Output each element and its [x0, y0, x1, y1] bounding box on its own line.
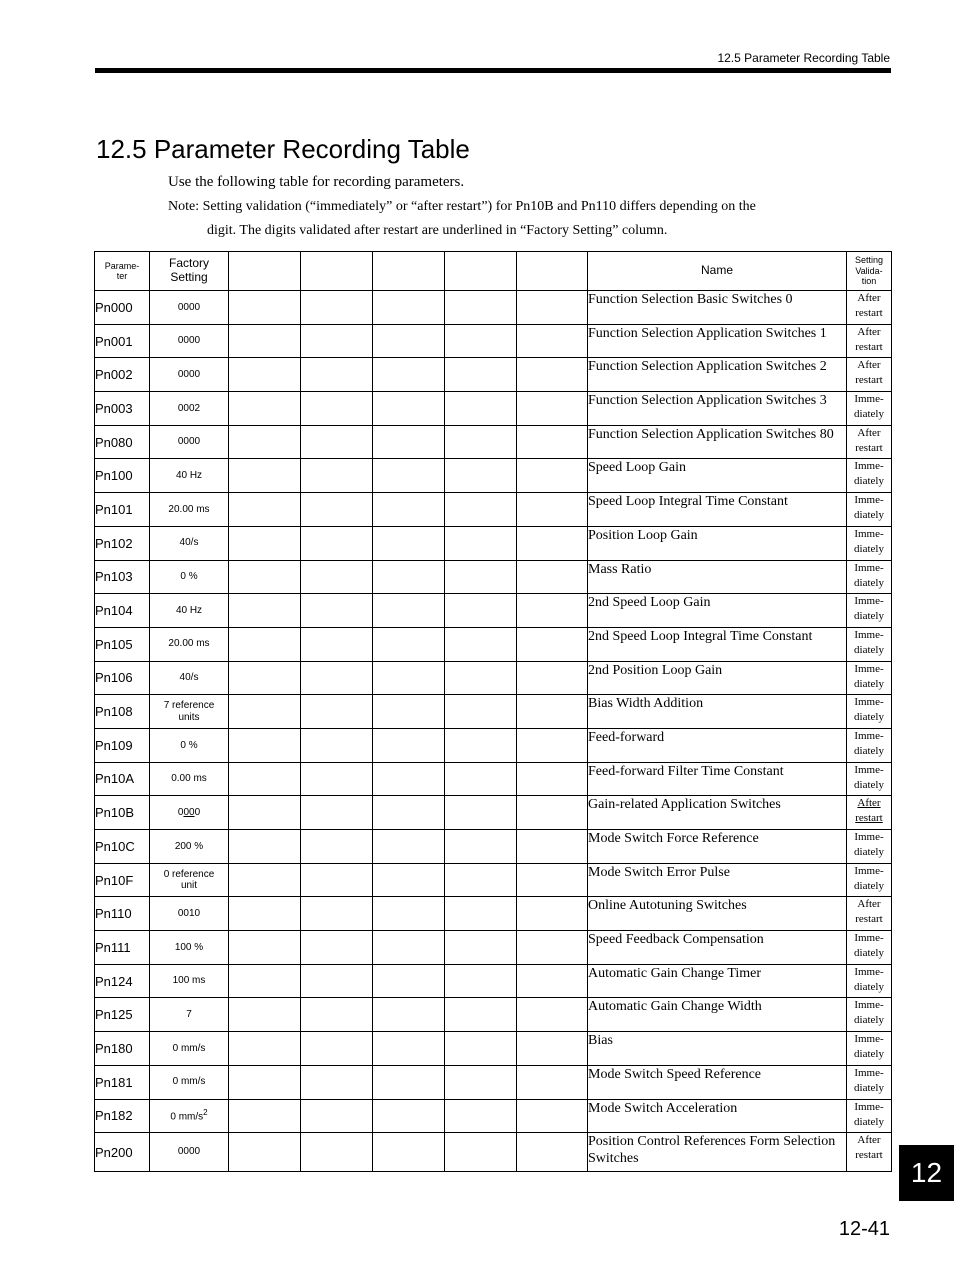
record-cell: [229, 830, 301, 864]
record-cell: [517, 459, 588, 493]
record-cell: [229, 728, 301, 762]
setting-validation-cell: Imme- diately: [847, 728, 892, 762]
record-cell: [373, 627, 445, 661]
factory-setting-cell: 0002: [150, 392, 229, 426]
header-rule: [95, 68, 891, 73]
setting-validation-cell: Imme- diately: [847, 459, 892, 493]
record-cell: [229, 863, 301, 897]
record-cell: [445, 358, 517, 392]
header-blank: [229, 252, 301, 291]
record-cell: [301, 358, 373, 392]
parameter-cell: Pn106: [95, 661, 150, 695]
parameter-cell: Pn003: [95, 392, 150, 426]
record-cell: [301, 1065, 373, 1099]
table-row: [95, 1032, 892, 1066]
factory-setting-cell: 40/s: [150, 661, 229, 695]
chapter-tab: 12: [899, 1145, 954, 1201]
table-row: [95, 291, 892, 325]
header-name: Name: [588, 252, 847, 291]
record-cell: [517, 695, 588, 729]
page-number: 12-41: [838, 1218, 890, 1240]
parameter-cell: Pn000: [95, 291, 150, 325]
parameter-name-cell: Online Autotuning Switches: [588, 897, 847, 931]
parameter-cell: Pn10F: [95, 863, 150, 897]
section-title: 12.5 Parameter Recording Table: [96, 134, 470, 164]
record-cell: [517, 830, 588, 864]
factory-setting-cell: 0000: [150, 796, 229, 830]
parameter-name-cell: Mode Switch Acceleration: [588, 1099, 847, 1133]
setting-validation-cell: Imme- diately: [847, 863, 892, 897]
record-cell: [229, 392, 301, 426]
record-cell: [373, 358, 445, 392]
setting-validation-cell: After restart: [847, 358, 892, 392]
parameter-cell: Pn109: [95, 728, 150, 762]
parameter-cell: Pn101: [95, 493, 150, 527]
parameter-name-cell: Function Selection Application Switches 1: [588, 324, 847, 358]
header-setting-validation: Setting Valida- tion: [847, 252, 892, 291]
record-cell: [445, 863, 517, 897]
parameter-cell: Pn108: [95, 695, 150, 729]
table-row: [95, 392, 892, 426]
parameter-cell: Pn182: [95, 1099, 150, 1133]
record-cell: [301, 627, 373, 661]
record-cell: [301, 695, 373, 729]
parameter-name-cell: Position Loop Gain: [588, 526, 847, 560]
factory-setting-cell: 0 mm/s: [150, 1032, 229, 1066]
parameter-name-cell: Mass Ratio: [588, 560, 847, 594]
setting-validation-cell: Imme- diately: [847, 998, 892, 1032]
record-cell: [445, 1032, 517, 1066]
record-cell: [445, 964, 517, 998]
parameter-name-cell: 2nd Speed Loop Gain: [588, 594, 847, 628]
record-cell: [301, 1032, 373, 1066]
record-cell: [445, 830, 517, 864]
record-cell: [517, 493, 588, 527]
parameter-cell: Pn10B: [95, 796, 150, 830]
record-cell: [445, 1065, 517, 1099]
record-cell: [229, 1065, 301, 1099]
table-body: [95, 291, 892, 1172]
table-row: [95, 560, 892, 594]
record-cell: [229, 1032, 301, 1066]
setting-validation-cell: After restart: [847, 291, 892, 325]
parameter-name-cell: Speed Loop Integral Time Constant: [588, 493, 847, 527]
record-cell: [229, 358, 301, 392]
record-cell: [517, 425, 588, 459]
table-row: [95, 459, 892, 493]
parameter-name-cell: Mode Switch Error Pulse: [588, 863, 847, 897]
record-cell: [445, 762, 517, 796]
record-cell: [229, 291, 301, 325]
record-cell: [445, 796, 517, 830]
record-cell: [373, 1065, 445, 1099]
setting-validation-cell: Imme- diately: [847, 1099, 892, 1133]
parameter-name-cell: Automatic Gain Change Timer: [588, 964, 847, 998]
parameter-name-cell: Mode Switch Force Reference: [588, 830, 847, 864]
parameter-name-cell: Position Control References Form Selection Switches: [588, 1133, 847, 1172]
record-cell: [517, 998, 588, 1032]
parameter-name-cell: Function Selection Basic Switches 0: [588, 291, 847, 325]
record-cell: [373, 863, 445, 897]
header-blank: [373, 252, 445, 291]
record-cell: [445, 1099, 517, 1133]
table-header-row: [95, 252, 892, 291]
factory-setting-cell: 0 %: [150, 728, 229, 762]
setting-validation-cell: Imme- diately: [847, 762, 892, 796]
record-cell: [229, 526, 301, 560]
parameter-name-cell: Function Selection Application Switches 3: [588, 392, 847, 426]
factory-setting-cell: 0000: [150, 425, 229, 459]
record-cell: [229, 1099, 301, 1133]
record-cell: [229, 998, 301, 1032]
record-cell: [301, 931, 373, 965]
parameter-cell: Pn110: [95, 897, 150, 931]
record-cell: [373, 291, 445, 325]
record-cell: [229, 762, 301, 796]
record-cell: [301, 897, 373, 931]
setting-validation-cell: After restart: [847, 897, 892, 931]
parameter-cell: Pn080: [95, 425, 150, 459]
parameter-name-cell: Mode Switch Speed Reference: [588, 1065, 847, 1099]
record-cell: [373, 661, 445, 695]
header-blank: [517, 252, 588, 291]
setting-validation-cell: After restart: [847, 425, 892, 459]
parameter-cell: Pn111: [95, 931, 150, 965]
record-cell: [373, 594, 445, 628]
factory-setting-cell: 20.00 ms: [150, 493, 229, 527]
record-cell: [229, 459, 301, 493]
record-cell: [373, 964, 445, 998]
table-row: [95, 627, 892, 661]
factory-setting-cell: 200 %: [150, 830, 229, 864]
setting-validation-cell: Imme- diately: [847, 493, 892, 527]
factory-setting-cell: 40 Hz: [150, 594, 229, 628]
record-cell: [229, 661, 301, 695]
parameter-cell: Pn10A: [95, 762, 150, 796]
factory-setting-cell: 40 Hz: [150, 459, 229, 493]
record-cell: [445, 594, 517, 628]
record-cell: [517, 358, 588, 392]
record-cell: [301, 661, 373, 695]
table-row: [95, 594, 892, 628]
table-row: [95, 964, 892, 998]
setting-validation-cell: Imme- diately: [847, 627, 892, 661]
parameter-name-cell: Bias Width Addition: [588, 695, 847, 729]
parameter-cell: Pn102: [95, 526, 150, 560]
record-cell: [229, 931, 301, 965]
table-row: [95, 1099, 892, 1133]
record-cell: [301, 291, 373, 325]
table-row: [95, 728, 892, 762]
factory-setting-cell: 100 ms: [150, 964, 229, 998]
factory-setting-cell: 0 $mm/s^2$: [150, 1099, 229, 1133]
record-cell: [517, 1032, 588, 1066]
table-row: [95, 425, 892, 459]
record-cell: [445, 1133, 517, 1172]
record-cell: [373, 931, 445, 965]
header-parameter: Parame- ter: [95, 252, 150, 291]
factory-setting-cell: 0000: [150, 358, 229, 392]
parameter-name-cell: Feed-forward Filter Time Constant: [588, 762, 847, 796]
record-cell: [373, 728, 445, 762]
record-cell: [517, 931, 588, 965]
factory-setting-cell: 20.00 ms: [150, 627, 229, 661]
record-cell: [517, 762, 588, 796]
factory-setting-cell: 0 reference unit: [150, 863, 229, 897]
record-cell: [517, 392, 588, 426]
record-cell: [517, 324, 588, 358]
record-cell: [517, 897, 588, 931]
record-cell: [229, 964, 301, 998]
record-cell: [445, 324, 517, 358]
setting-validation-cell: After restart: [847, 796, 892, 830]
parameter-name-cell: Automatic Gain Change Width: [588, 998, 847, 1032]
record-cell: [373, 459, 445, 493]
record-cell: [301, 1133, 373, 1172]
record-cell: [445, 897, 517, 931]
record-cell: [517, 627, 588, 661]
table-row: [95, 796, 892, 830]
record-cell: [445, 560, 517, 594]
record-cell: [517, 964, 588, 998]
parameter-cell: Pn124: [95, 964, 150, 998]
parameter-name-cell: Bias: [588, 1032, 847, 1066]
factory-setting-cell: 0.00 ms: [150, 762, 229, 796]
record-cell: [301, 594, 373, 628]
record-cell: [229, 627, 301, 661]
record-cell: [373, 425, 445, 459]
record-cell: [373, 998, 445, 1032]
record-cell: [517, 796, 588, 830]
setting-validation-cell: Imme- diately: [847, 1032, 892, 1066]
factory-setting-cell: 0010: [150, 897, 229, 931]
record-cell: [373, 526, 445, 560]
table-row: [95, 998, 892, 1032]
record-cell: [301, 1099, 373, 1133]
record-cell: [373, 897, 445, 931]
factory-setting-cell: 40/s: [150, 526, 229, 560]
table-row: [95, 1065, 892, 1099]
record-cell: [445, 493, 517, 527]
header-blank: [445, 252, 517, 291]
parameter-cell: Pn105: [95, 627, 150, 661]
record-cell: [373, 392, 445, 426]
factory-setting-cell: 0 %: [150, 560, 229, 594]
factory-setting-cell: 0000: [150, 324, 229, 358]
record-cell: [301, 830, 373, 864]
record-cell: [301, 998, 373, 1032]
record-cell: [301, 425, 373, 459]
record-cell: [517, 728, 588, 762]
record-cell: [373, 1032, 445, 1066]
record-cell: [373, 695, 445, 729]
record-cell: [445, 425, 517, 459]
parameter-cell: Pn103: [95, 560, 150, 594]
setting-validation-cell: Imme- diately: [847, 560, 892, 594]
factory-setting-cell: 0 mm/s: [150, 1065, 229, 1099]
factory-setting-cell: 100 %: [150, 931, 229, 965]
setting-validation-cell: Imme- diately: [847, 526, 892, 560]
setting-validation-cell: Imme- diately: [847, 931, 892, 965]
factory-setting-cell: 0000: [150, 291, 229, 325]
table-row: [95, 830, 892, 864]
record-cell: [445, 728, 517, 762]
record-cell: [445, 627, 517, 661]
record-cell: [229, 493, 301, 527]
parameter-name-cell: Speed Loop Gain: [588, 459, 847, 493]
record-cell: [301, 392, 373, 426]
running-head: 12.5 Parameter Recording Table: [717, 51, 890, 65]
header-factory-setting: Factory Setting: [150, 252, 229, 291]
setting-validation-cell: After restart: [847, 1133, 892, 1172]
parameter-recording-table: [94, 251, 892, 1172]
record-cell: [445, 998, 517, 1032]
record-cell: [445, 526, 517, 560]
parameter-name-cell: Feed-forward: [588, 728, 847, 762]
record-cell: [229, 1133, 301, 1172]
record-cell: [301, 796, 373, 830]
record-cell: [301, 493, 373, 527]
record-cell: [373, 830, 445, 864]
record-cell: [445, 931, 517, 965]
record-cell: [373, 762, 445, 796]
record-cell: [301, 863, 373, 897]
setting-validation-cell: Imme- diately: [847, 392, 892, 426]
parameter-name-cell: 2nd Speed Loop Integral Time Constant: [588, 627, 847, 661]
record-cell: [517, 526, 588, 560]
record-cell: [301, 762, 373, 796]
parameter-cell: Pn10C: [95, 830, 150, 864]
table-row: [95, 493, 892, 527]
table-row: [95, 1133, 892, 1172]
table-row: [95, 661, 892, 695]
setting-validation-cell: Imme- diately: [847, 661, 892, 695]
record-cell: [517, 661, 588, 695]
record-cell: [517, 291, 588, 325]
parameter-name-cell: Function Selection Application Switches 2: [588, 358, 847, 392]
parameter-cell: Pn181: [95, 1065, 150, 1099]
record-cell: [517, 1065, 588, 1099]
record-cell: [301, 728, 373, 762]
record-cell: [229, 560, 301, 594]
record-cell: [445, 392, 517, 426]
record-cell: [445, 291, 517, 325]
record-cell: [301, 459, 373, 493]
table-row: [95, 762, 892, 796]
record-cell: [373, 324, 445, 358]
setting-validation-cell: Imme- diately: [847, 830, 892, 864]
record-cell: [373, 560, 445, 594]
note-line-1: Note: Setting validation (“immediately” or “after restart”) for Pn10B and Pn110 differs depending on the: [168, 199, 756, 214]
record-cell: [517, 1099, 588, 1133]
note-line-2: digit. The digits validated after restart are underlined in “Factory Setting” column.: [207, 223, 668, 238]
record-cell: [373, 1133, 445, 1172]
parameter-cell: Pn180: [95, 1032, 150, 1066]
table-row: [95, 358, 892, 392]
setting-validation-cell: Imme- diately: [847, 964, 892, 998]
record-cell: [445, 459, 517, 493]
table-row: [95, 324, 892, 358]
parameter-name-cell: Speed Feedback Compensation: [588, 931, 847, 965]
table-row: [95, 526, 892, 560]
record-cell: [445, 695, 517, 729]
table-row: [95, 695, 892, 729]
table-row: [95, 897, 892, 931]
parameter-cell: Pn200: [95, 1133, 150, 1172]
parameter-cell: Pn125: [95, 998, 150, 1032]
record-cell: [229, 425, 301, 459]
intro-text: Use the following table for recording parameters.: [168, 174, 465, 190]
setting-validation-cell: Imme- diately: [847, 594, 892, 628]
record-cell: [373, 796, 445, 830]
record-cell: [229, 695, 301, 729]
record-cell: [517, 863, 588, 897]
record-cell: [373, 493, 445, 527]
record-cell: [373, 1099, 445, 1133]
setting-validation-cell: Imme- diately: [847, 695, 892, 729]
table-row: [95, 863, 892, 897]
factory-setting-cell: 7: [150, 998, 229, 1032]
record-cell: [301, 526, 373, 560]
factory-setting-cell: 7 reference units: [150, 695, 229, 729]
parameter-cell: Pn001: [95, 324, 150, 358]
table-row: [95, 931, 892, 965]
record-cell: [517, 560, 588, 594]
record-cell: [445, 661, 517, 695]
parameter-cell: Pn104: [95, 594, 150, 628]
header-blank: [301, 252, 373, 291]
setting-validation-cell: Imme- diately: [847, 1065, 892, 1099]
record-cell: [301, 964, 373, 998]
factory-setting-cell: 0000: [150, 1133, 229, 1172]
record-cell: [301, 560, 373, 594]
parameter-cell: Pn002: [95, 358, 150, 392]
setting-validation-cell: After restart: [847, 324, 892, 358]
record-cell: [517, 594, 588, 628]
record-cell: [229, 897, 301, 931]
record-cell: [229, 796, 301, 830]
parameter-name-cell: 2nd Position Loop Gain: [588, 661, 847, 695]
parameter-name-cell: Function Selection Application Switches 80: [588, 425, 847, 459]
parameter-name-cell: Gain-related Application Switches: [588, 796, 847, 830]
record-cell: [229, 324, 301, 358]
record-cell: [517, 1133, 588, 1172]
parameter-cell: Pn100: [95, 459, 150, 493]
record-cell: [229, 594, 301, 628]
record-cell: [301, 324, 373, 358]
